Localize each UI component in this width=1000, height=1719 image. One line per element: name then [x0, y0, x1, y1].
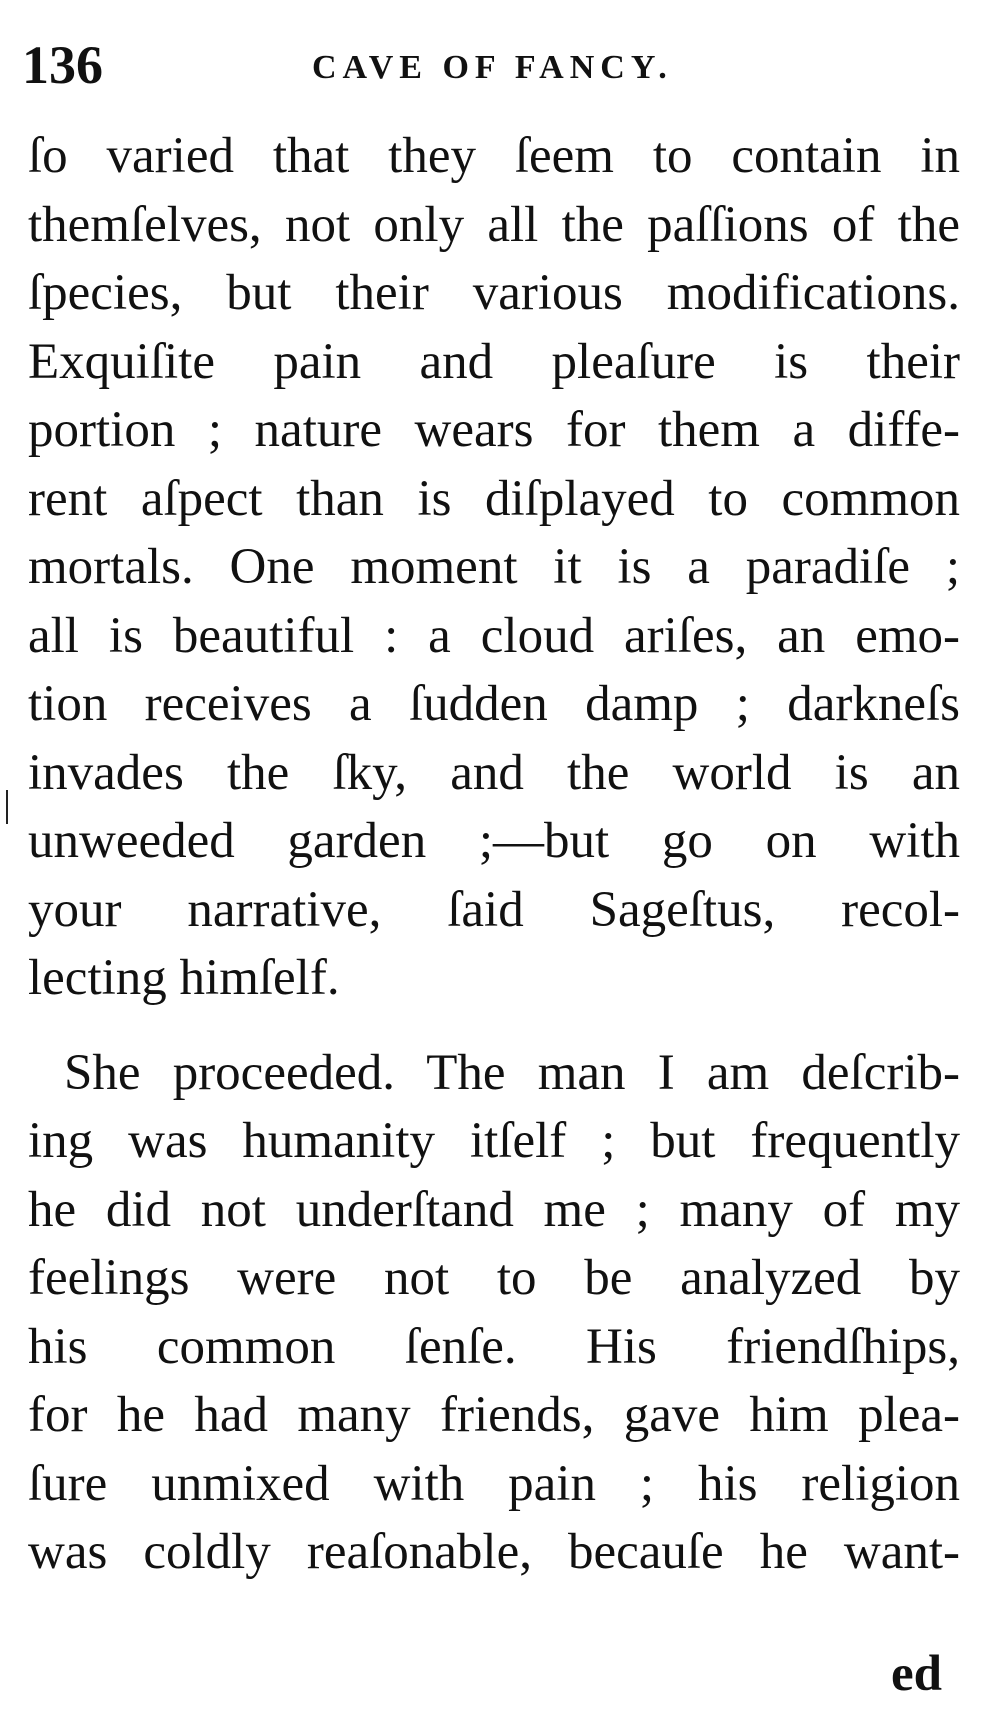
running-title: CAVE OF FANCY.: [312, 49, 673, 86]
paragraph-1: [28, 122, 960, 1013]
text-line: Exquiſite pain and pleaſure is their: [28, 333, 960, 390]
catchword: ed: [891, 1646, 942, 1702]
text-line: ing was humanity itſelf ; but frequently: [28, 1113, 960, 1169]
body-text: [28, 122, 960, 1587]
text-line: invades the ſky, and the world is an: [28, 744, 960, 801]
text-line: ſo varied that they ſeem to contain in: [28, 128, 960, 184]
text-line: he did not underſtand me ; many of my: [28, 1181, 960, 1238]
text-line: She proceeded. The man I am deſcrib-: [64, 1044, 960, 1101]
text-line: portion ; nature wears for them a diffe-: [28, 402, 960, 458]
text-line: lecting himſelf.: [28, 950, 340, 1006]
text-line: mortals. One moment it is a paradiſe ;: [28, 539, 960, 595]
text-line: ſure unmixed with pain ; his religion: [28, 1455, 960, 1512]
text-line: rent aſpect than is diſplayed to common: [28, 470, 960, 527]
text-line: tion receives a ſudden damp ; darkneſs: [28, 676, 960, 732]
paragraph-gap: [28, 1013, 960, 1039]
text-line: your narrative, ſaid Sageſtus, recol-: [28, 881, 960, 938]
text-line: all is beautiful : a cloud ariſes, an emo-: [28, 607, 960, 664]
text-line: themſelves, not only all the paſſions of the: [28, 196, 960, 253]
running-head: [22, 30, 962, 100]
margin-mark: [6, 790, 8, 824]
text-line: was coldly reaſonable, becauſe he want-: [28, 1524, 960, 1580]
text-line: ſpecies, but their various modifications.: [28, 265, 960, 321]
text-line: his common ſenſe. His friendſhips,: [28, 1318, 960, 1375]
text-line: feelings were not to be analyzed by: [28, 1250, 960, 1306]
text-line: for he had many friends, gave him plea-: [28, 1387, 960, 1443]
page-number: 136: [22, 35, 103, 95]
paragraph-2: [28, 1039, 960, 1587]
text-line: unweeded garden ;—but go on with: [28, 813, 960, 869]
